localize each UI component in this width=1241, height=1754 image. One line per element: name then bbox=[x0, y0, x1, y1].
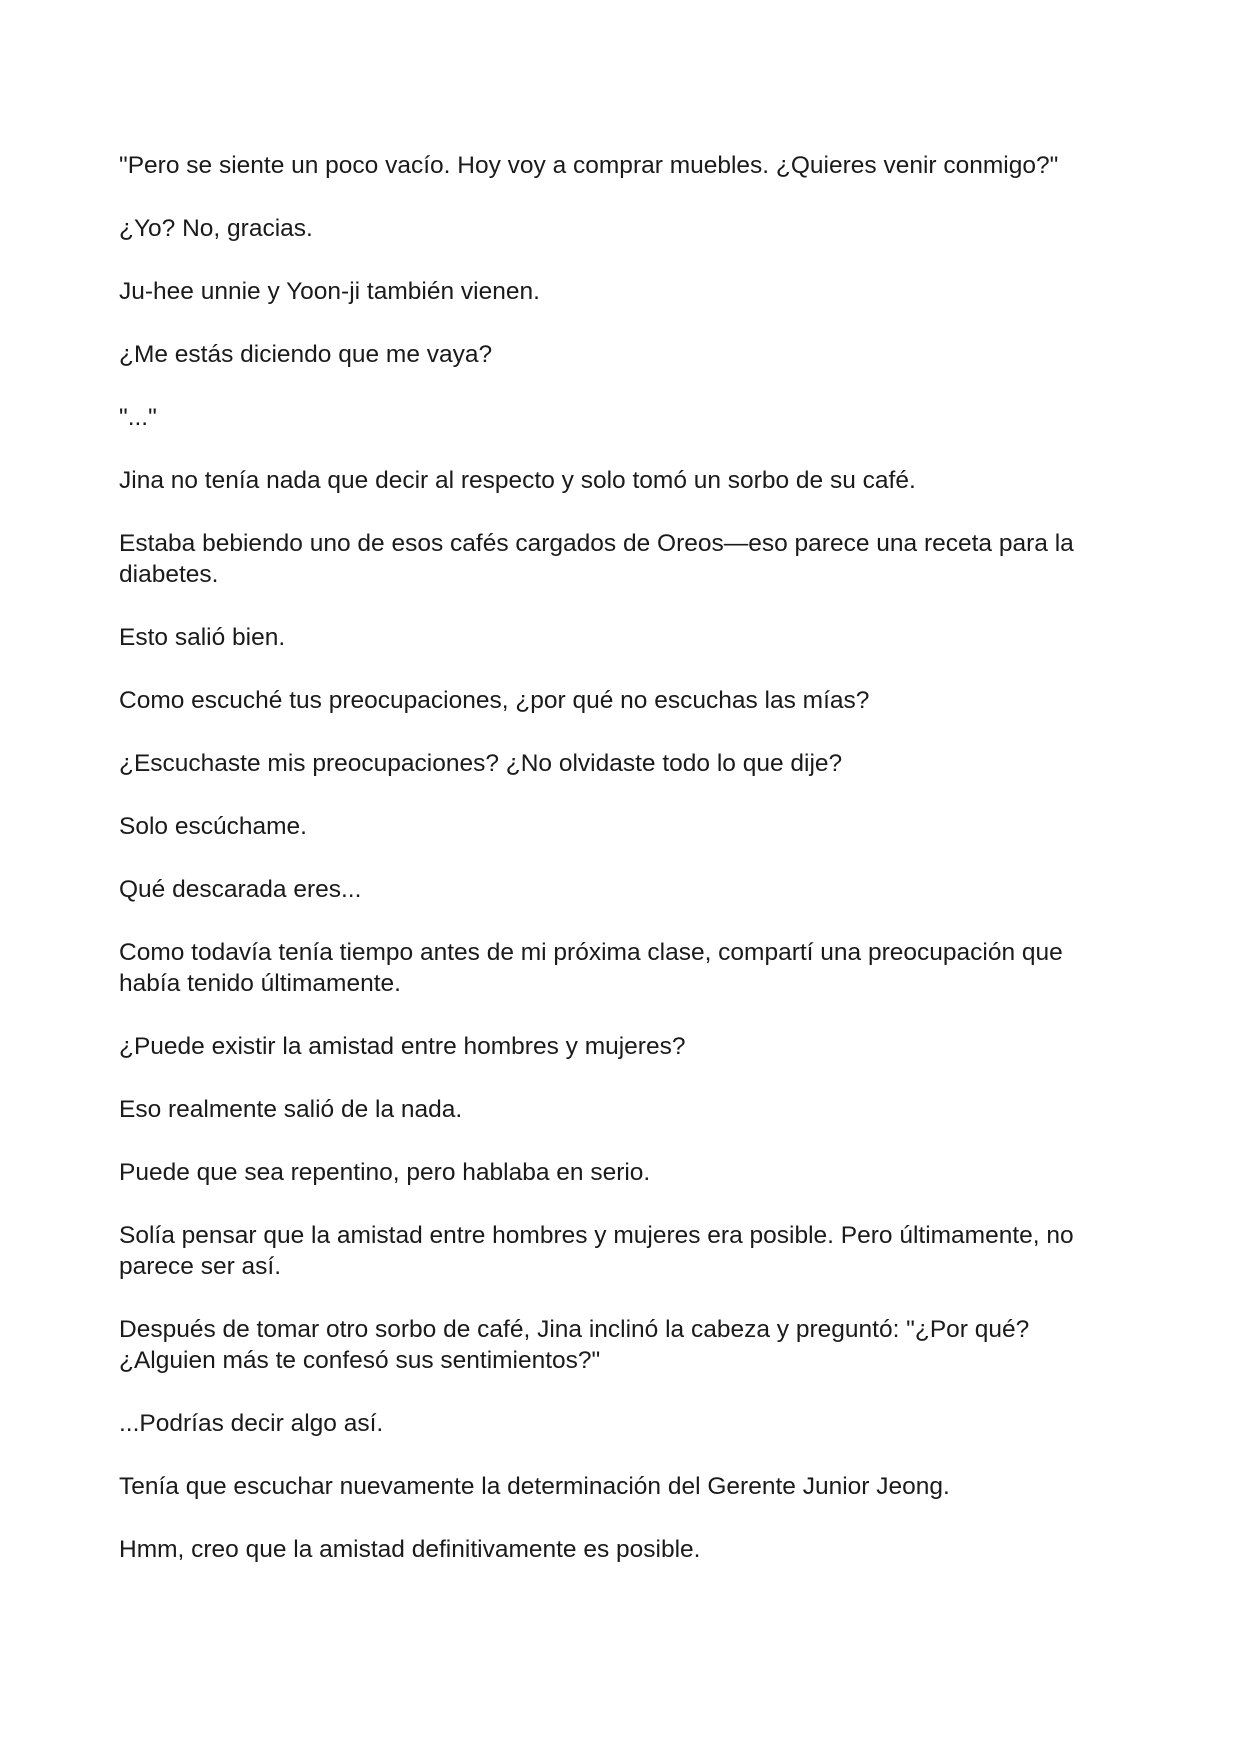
paragraph: ...Podrías decir algo así. bbox=[119, 1410, 384, 1437]
document-body bbox=[119, 150, 1129, 1597]
paragraph: Esto salió bien. bbox=[119, 624, 286, 651]
paragraph: Hmm, creo que la amistad definitivamente es posible. bbox=[119, 1536, 701, 1563]
paragraph: Ju-hee unnie y Yoon-ji también vienen. bbox=[119, 278, 540, 305]
paragraph: Solo escúchame. bbox=[119, 813, 307, 840]
paragraph: "..." bbox=[119, 404, 157, 431]
paragraph: Solía pensar que la amistad entre hombres y mujeres era posible. Pero últimamente, no parece ser así. bbox=[119, 1222, 1074, 1280]
paragraph: Después de tomar otro sorbo de café, Jina inclinó la cabeza y preguntó: "¿Por qué? ¿Alguien más te confesó sus sentimientos?" bbox=[119, 1316, 1030, 1374]
paragraph: Jina no tenía nada que decir al respecto y solo tomó un sorbo de su café. bbox=[119, 467, 916, 494]
paragraph: Qué descarada eres... bbox=[119, 876, 362, 903]
paragraph: "Pero se siente un poco vacío. Hoy voy a comprar muebles. ¿Quieres venir conmigo?" bbox=[119, 152, 1059, 179]
paragraph: Como escuché tus preocupaciones, ¿por qué no escuchas las mías? bbox=[119, 687, 870, 714]
paragraph: ¿Escuchaste mis preocupaciones? ¿No olvidaste todo lo que dije? bbox=[119, 750, 843, 777]
paragraph: Puede que sea repentino, pero hablaba en serio. bbox=[119, 1159, 651, 1186]
paragraph: ¿Puede existir la amistad entre hombres y mujeres? bbox=[119, 1033, 686, 1060]
paragraph: Eso realmente salió de la nada. bbox=[119, 1096, 463, 1123]
paragraph: ¿Me estás diciendo que me vaya? bbox=[119, 341, 493, 368]
paragraph: Como todavía tenía tiempo antes de mi próxima clase, compartí una preocupación que había tenido últimamente. bbox=[119, 939, 1063, 997]
paragraph: Estaba bebiendo uno de esos cafés cargados de Oreos—eso parece una receta para la diabetes. bbox=[119, 530, 1074, 588]
paragraph: ¿Yo? No, gracias. bbox=[119, 215, 313, 242]
paragraph: Tenía que escuchar nuevamente la determinación del Gerente Junior Jeong. bbox=[119, 1473, 950, 1500]
